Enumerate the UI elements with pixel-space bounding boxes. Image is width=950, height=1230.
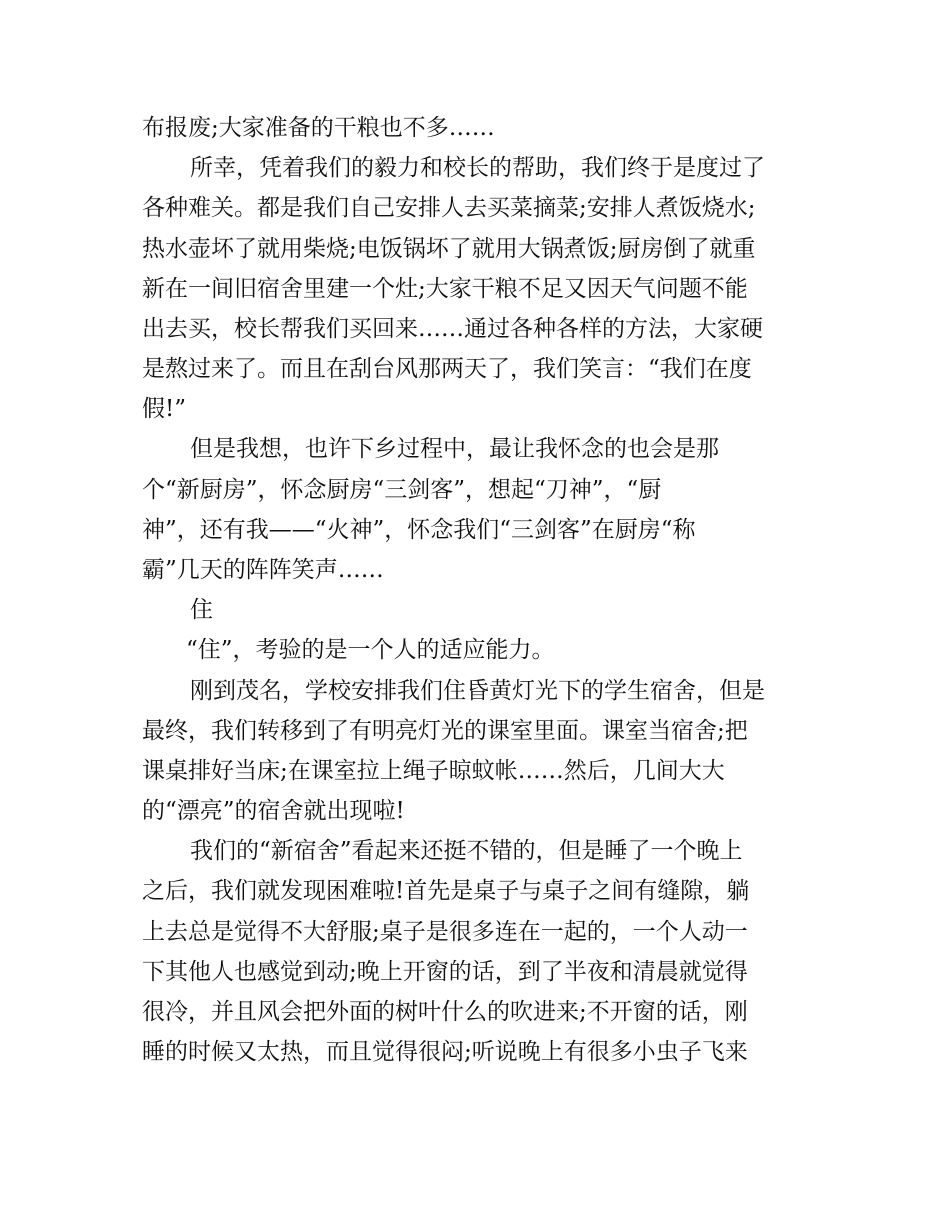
text-line: 很冷，并且风会把外面的树叶什么的吹进来;不开窗的话，刚 xyxy=(142,999,748,1025)
text-line: 布报废;大家准备的干粮也不多…… xyxy=(142,115,495,141)
text-line: 所幸，凭着我们的毅力和校长的帮助，我们终于是度过了 xyxy=(190,155,765,181)
text-line: 我们的“新宿舍”看起来还挺不错的，但是睡了一个晚上 xyxy=(190,838,743,864)
text-line: 但是我想，也许下乡过程中，最让我怀念的也会是那 xyxy=(190,436,719,462)
text-line: 刚到茂名，学校安排我们住昏黄灯光下的学生宿舍，但是 xyxy=(190,678,765,704)
text-line: 各种难关。都是我们自己安排人去买菜摘菜;安排人煮饭烧水; xyxy=(142,195,756,221)
text-line: 睡的时候又太热，而且觉得很闷;听说晚上有很多小虫子飞来 xyxy=(142,1039,748,1065)
text-line: 是熬过来了。而且在刮台风那两天了，我们笑言：“我们在度 xyxy=(142,356,752,382)
text-line: 最终，我们转移到了有明亮灯光的课室里面。课室当宿舍;把 xyxy=(142,718,748,744)
text-line: 的“漂亮”的宿舍就出现啦! xyxy=(142,798,405,824)
text-line: “住”，考验的是一个人的适应能力。 xyxy=(186,637,555,663)
text-line: 上去总是觉得不大舒服;桌子是很多连在一起的，一个人动一 xyxy=(142,919,748,945)
text-line: 霸”几天的阵阵笑声…… xyxy=(142,557,384,583)
text-line: 新在一间旧宿舍里建一个灶;大家干粮不足又因天气问题不能 xyxy=(142,276,748,302)
text-line: 课桌排好当床;在课室拉上绳子晾蚊帐……然后，几间大大 xyxy=(142,758,725,784)
text-line: 出去买，校长帮我们买回来……通过各种各样的方法，大家硬 xyxy=(142,316,763,342)
text-line: 热水壶坏了就用柴烧;电饭锅坏了就用大锅煮饭;厨房倒了就重 xyxy=(142,236,756,262)
text-line: 下其他人也感觉到动;晚上开窗的话，到了半夜和清晨就觉得 xyxy=(142,959,748,985)
section-heading: 住 xyxy=(190,597,213,623)
text-line: 之后，我们就发现困难啦!首先是桌子与桌子之间有缝隙，躺 xyxy=(142,878,750,904)
text-line: 个“新厨房”，怀念厨房“三剑客”，想起“刀神”，“厨 xyxy=(142,477,662,503)
text-line: 神”，还有我——“火神”，怀念我们“三剑客”在厨房“称 xyxy=(142,517,696,543)
text-line: 假!” xyxy=(142,396,187,422)
